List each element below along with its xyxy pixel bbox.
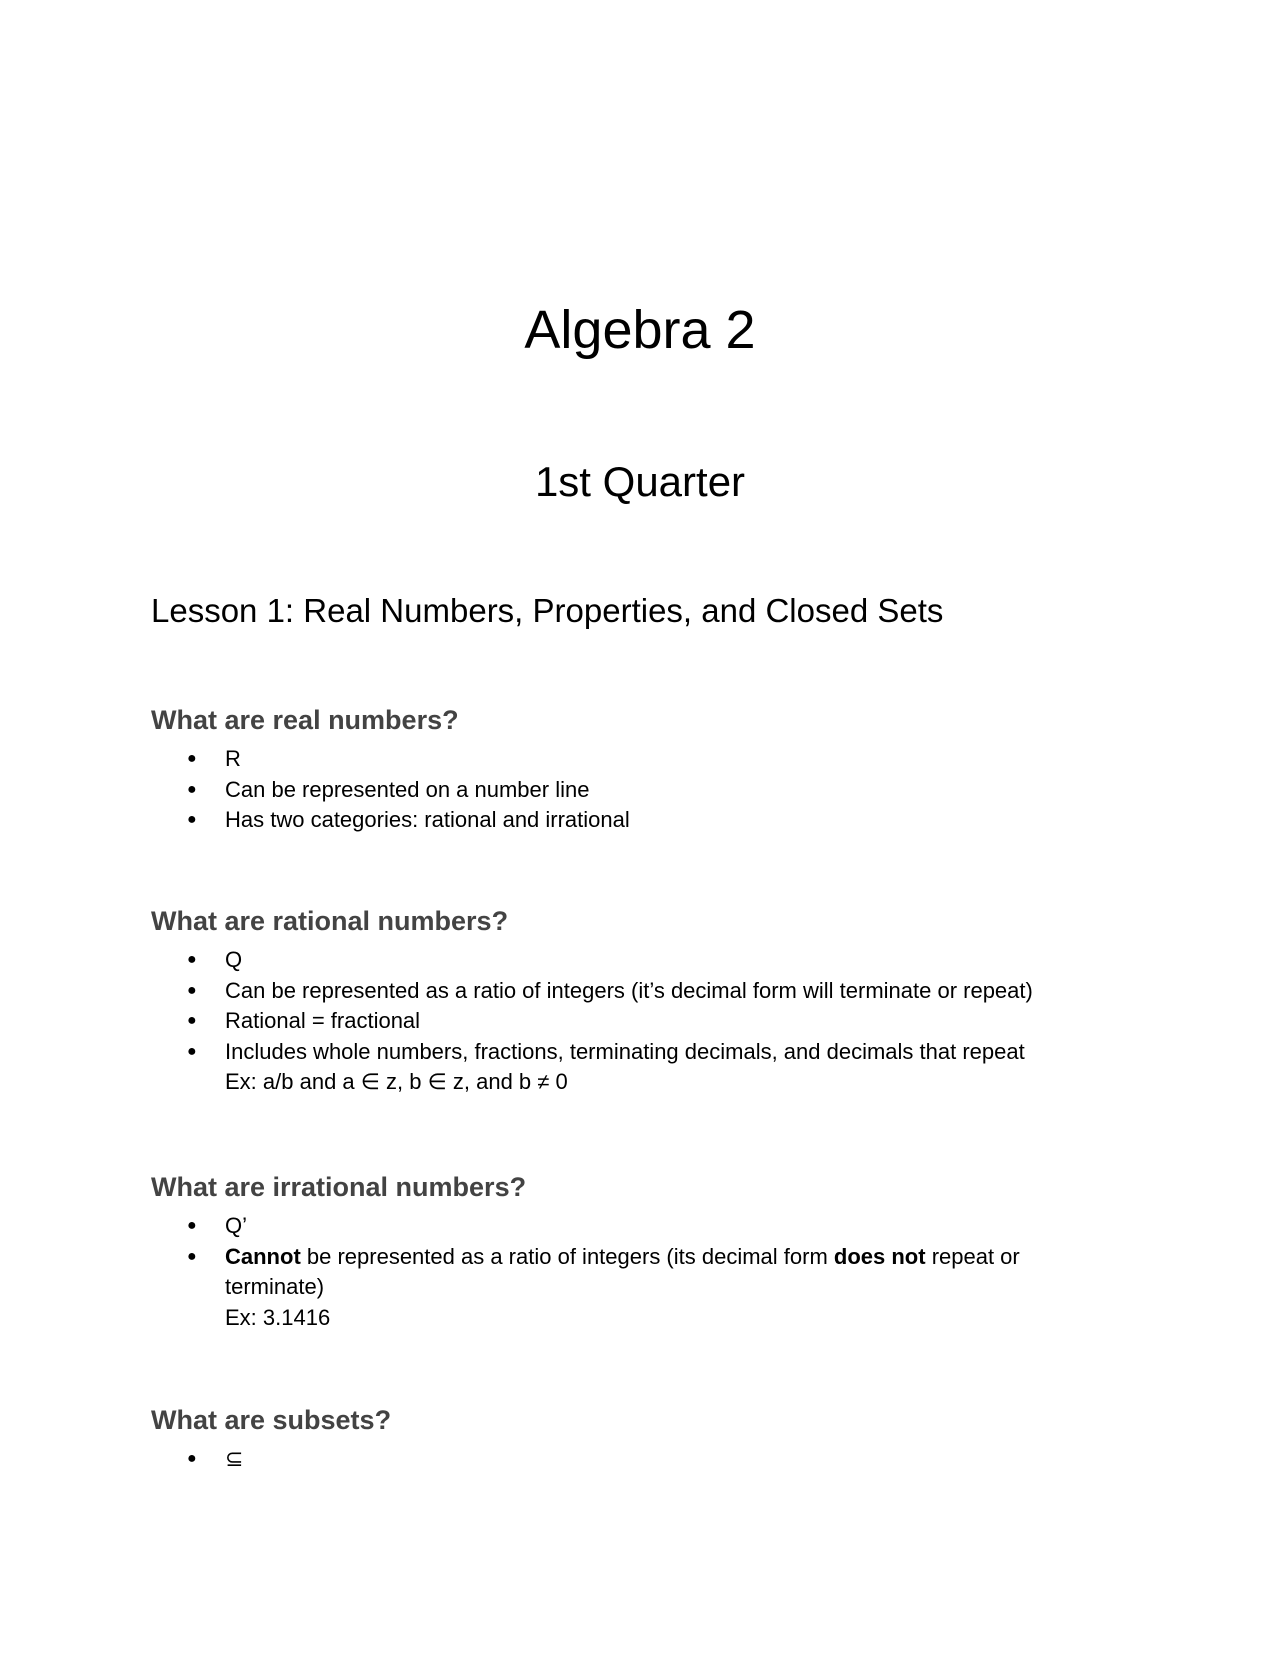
- list-item-text: Can be represented as a ratio of integers (it’s decimal form will terminate or repeat): [225, 977, 1033, 1003]
- list-item: [151, 1006, 1151, 1037]
- irrational-list: [151, 1211, 1151, 1333]
- bullet-icon: ●: [187, 1042, 197, 1060]
- document-title: Algebra 2: [524, 300, 756, 360]
- section-irrational-numbers: [151, 1169, 1151, 1333]
- list-item-text: Can be represented on a number line: [225, 776, 590, 802]
- real-list: [151, 744, 1151, 836]
- list-item: [151, 775, 1151, 806]
- example-text: Ex: a/b and a ∈ z, b ∈ z, and b ≠ 0: [225, 1069, 568, 1094]
- bullet-icon: ●: [187, 981, 197, 999]
- bullet-icon: ●: [187, 951, 197, 968]
- bullet-icon: ●: [187, 1217, 197, 1234]
- list-item: [151, 945, 1151, 976]
- subsets-list: [151, 1444, 1151, 1475]
- list-item: [151, 805, 1151, 836]
- section-heading-irrational: What are irrational numbers?: [151, 1172, 527, 1202]
- example-text: Ex: 3.1416: [225, 1304, 331, 1330]
- list-item-text: Includes whole numbers, fractions, terminating decimals, and decimals that repeat: [225, 1038, 1025, 1064]
- document-subtitle: 1st Quarter: [534, 458, 746, 505]
- section-heading-rational: What are rational numbers?: [151, 906, 509, 936]
- bullet-icon: ●: [187, 780, 197, 798]
- emphasis-cannot: Cannot: [225, 1243, 301, 1269]
- list-item-text: ⊆: [225, 1446, 244, 1471]
- bullet-icon: ●: [187, 811, 197, 828]
- list-item: [151, 976, 1151, 1007]
- bullet-icon: ●: [187, 750, 197, 767]
- section-subsets: [151, 1402, 1151, 1475]
- list-item: [151, 1037, 1151, 1098]
- section-rational-numbers: [151, 903, 1151, 1098]
- list-item: [151, 1211, 1151, 1242]
- section-heading-subsets: What are subsets?: [151, 1405, 392, 1435]
- bullet-icon: ●: [187, 1012, 197, 1029]
- lesson-heading: Lesson 1: Real Numbers, Properties, and Closed Sets: [151, 592, 944, 629]
- emphasis-does-not: does not: [833, 1243, 926, 1269]
- section-real-numbers: [151, 702, 1151, 836]
- list-item-text: R: [225, 746, 241, 771]
- section-heading-real: What are real numbers?: [151, 705, 459, 735]
- list-item-text: Has two categories: rational and irrational: [225, 807, 630, 832]
- list-item-text: Q: [225, 947, 243, 972]
- list-item: [151, 1444, 1151, 1475]
- bullet-icon: ●: [187, 1247, 197, 1265]
- rational-list: [151, 945, 1151, 1098]
- list-item-text: be represented as a ratio of integers (its decimal form: [300, 1243, 834, 1269]
- list-item-text: repeat or terminate): [225, 1243, 1020, 1299]
- list-item-text: Rational = fractional: [225, 1008, 421, 1033]
- list-item: [151, 744, 1151, 775]
- list-item-text: Q’: [225, 1213, 247, 1238]
- list-item: [151, 1242, 1151, 1334]
- bullet-icon: ●: [187, 1450, 197, 1467]
